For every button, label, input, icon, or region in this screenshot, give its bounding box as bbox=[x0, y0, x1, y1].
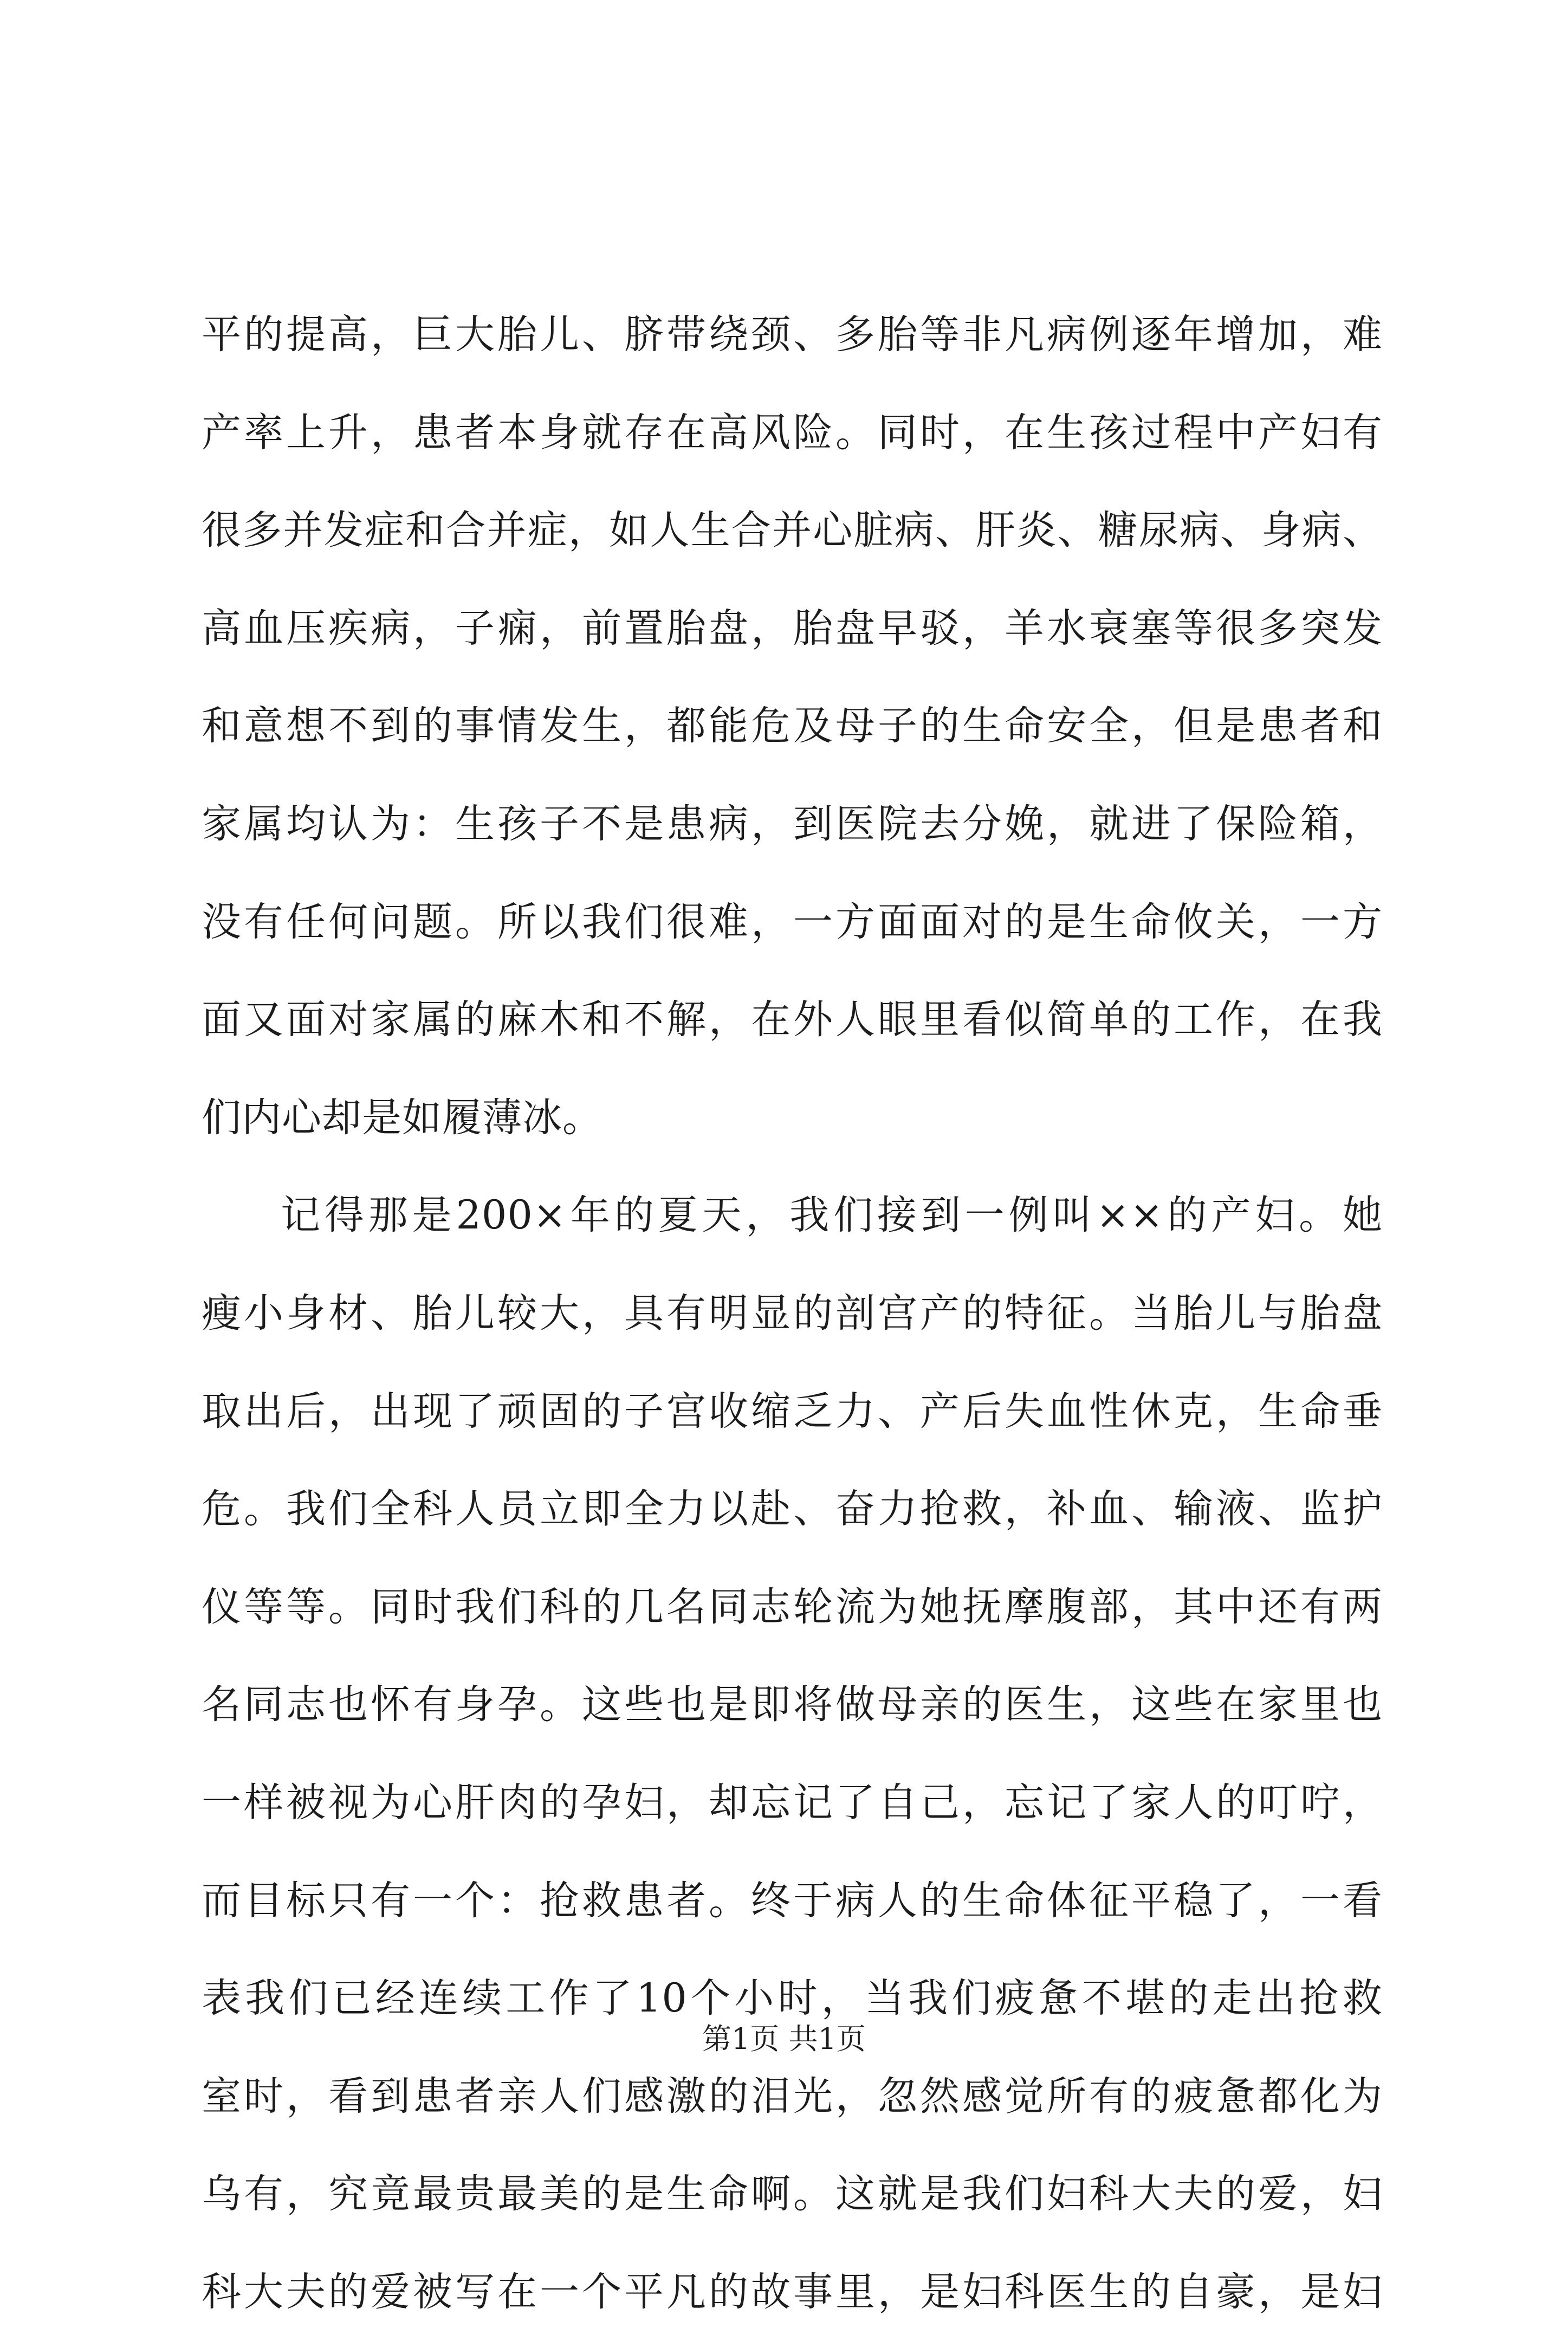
text-line: 名同志也怀有身孕。这些也是即将做母亲的医生，这些在家里也 bbox=[202, 1682, 1383, 1728]
text-line: 平的提高，巨大胎儿、脐带绕颈、多胎等非凡病例逐年增加，难 bbox=[202, 312, 1383, 358]
text-line: 家属均认为：生孩子不是患病，到医院去分娩，就进了保险箱， bbox=[202, 800, 1383, 847]
text-line: 记得那是200×年的夏天，我们接到一例叫××的产妇。她 bbox=[281, 1192, 1383, 1239]
text-line: 产率上升，患者本身就存在高风险。同时，在生孩过程中产妇有 bbox=[202, 409, 1383, 456]
text-line: 而目标只有一个：抢救患者。终于病人的生命体征平稳了，一看 bbox=[202, 1877, 1383, 1924]
text-line: 危。我们全科人员立即全力以赴、奋力抢救，补血、输液、监护 bbox=[202, 1486, 1383, 1532]
text-line: 高血压疾病，子痫，前置胎盘，胎盘早驳，羊水衰塞等很多突发 bbox=[202, 605, 1383, 651]
text-line: 室时，看到患者亲人们感激的泪光，忽然感觉所有的疲惫都化为 bbox=[202, 2073, 1383, 2119]
text-line: 表我们已经连续工作了10个小时，当我们疲惫不堪的走出抢救 bbox=[202, 1975, 1383, 2022]
text-line: 取出后，出现了顽固的子宫收缩乏力、产后失血性休克，生命垂 bbox=[202, 1388, 1383, 1434]
text-line: 一样被视为心肝肉的孕妇，却忘记了自己，忘记了家人的叮咛， bbox=[202, 1779, 1383, 1826]
text-line: 仪等等。同时我们科的几名同志轮流为她抚摩腹部，其中还有两 bbox=[202, 1583, 1383, 1630]
text-line: 科大夫的爱被写在一个平凡的故事里，是妇科医生的自豪，是妇 bbox=[202, 2268, 1383, 2315]
text-line: 面又面对家属的麻木和不解，在外人眼里看似简单的工作，在我 bbox=[202, 997, 1383, 1043]
text-line: 没有任何问题。所以我们很难，一方面面对的是生命攸关，一方 bbox=[202, 898, 1383, 945]
text-line: 瘦小身材、胎儿较大，具有明显的剖宫产的特征。当胎儿与胎盘 bbox=[202, 1290, 1383, 1336]
page-footer: 第1页 共1页 bbox=[702, 2022, 866, 2056]
text-line: 乌有，究竟最贵最美的是生命啊。这就是我们妇科大夫的爱，妇 bbox=[202, 2171, 1383, 2217]
text-line: 们内心却是如履薄冰。 bbox=[202, 1094, 602, 1141]
text-line: 很多并发症和合并症，如人生合并心脏病、肝炎、糖尿病、身病、 bbox=[202, 507, 1383, 554]
text-line: 和意想不到的事情发生，都能危及母子的生命安全，但是患者和 bbox=[202, 703, 1383, 749]
